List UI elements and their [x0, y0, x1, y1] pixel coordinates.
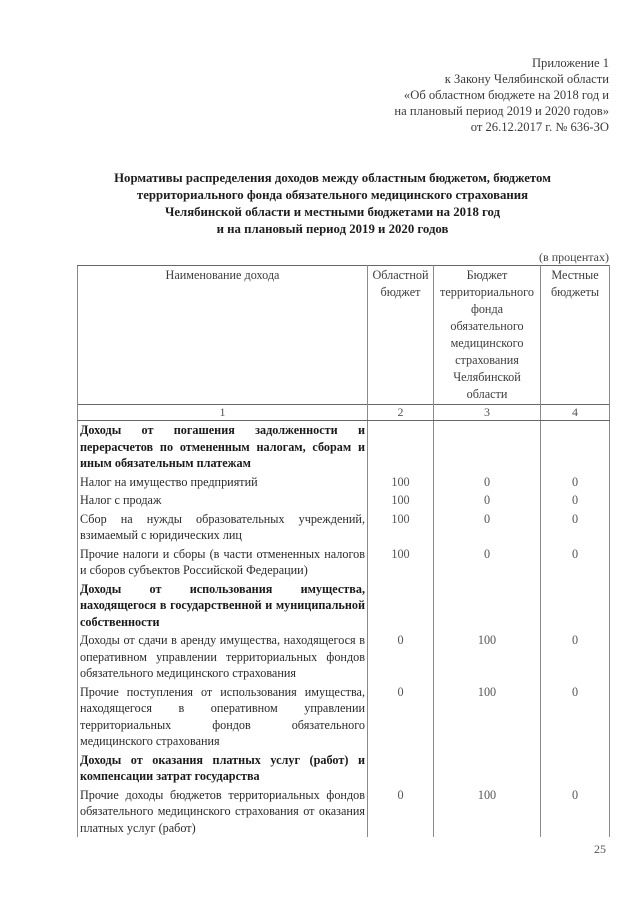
local-value: [541, 751, 610, 786]
local-value: 0: [541, 510, 610, 545]
table-row: [78, 421, 610, 473]
title-line-1: Нормативы распределения доходов между областным бюджетом, бюджетом: [114, 171, 551, 185]
income-name: Налог на имущество предприятий: [78, 473, 368, 492]
regional-value: [368, 751, 434, 786]
header-local-budgets: Местные бюджеты: [541, 266, 610, 405]
table-row: [78, 580, 610, 632]
local-value: 0: [541, 473, 610, 492]
column-number: 2: [368, 405, 434, 421]
regional-value: 100: [368, 473, 434, 492]
regional-value: 0: [368, 683, 434, 751]
page-number: 25: [594, 842, 606, 856]
local-value: [541, 580, 610, 632]
local-value: 0: [541, 683, 610, 751]
regional-value: [368, 580, 434, 632]
table-row: [78, 631, 610, 683]
income-section-title: Доходы от погашения задолженности и перерасчетов по отмененным налогам, сборам и иным обязательным платежам: [78, 421, 368, 473]
header-regional-budget: Областной бюджет: [368, 266, 434, 405]
regional-value: [368, 421, 434, 473]
regional-value: 100: [368, 545, 434, 580]
regional-value: 0: [368, 631, 434, 683]
fund-value: [434, 421, 541, 473]
header-fund-budget: Бюджет территориального фонда обязательного медицинского страхования Челябинской области: [434, 266, 541, 405]
table-row: [78, 491, 610, 510]
revenue-distribution-table: [77, 265, 610, 837]
fund-value: 100: [434, 631, 541, 683]
title-line-2: территориального фонда обязательного медицинского страхования: [136, 188, 529, 202]
income-name: Налог с продаж: [78, 491, 368, 510]
table-row: [78, 786, 610, 838]
fund-value: 0: [434, 545, 541, 580]
local-value: 0: [541, 545, 610, 580]
annex-line-2: к Закону Челябинской области: [444, 72, 609, 86]
annex-line-1: Приложение 1: [531, 56, 609, 70]
table-row: [78, 683, 610, 751]
title-line-4: и на плановый период 2019 и 2020 годов: [216, 222, 449, 236]
column-number: 1: [78, 405, 368, 421]
table-row: [78, 510, 610, 545]
table-row: [78, 751, 610, 786]
annex-line-5: от 26.12.2017 г. № 636-ЗО: [470, 120, 609, 134]
fund-value: 0: [434, 510, 541, 545]
annex-line-4: на плановый период 2019 и 2020 годов»: [394, 104, 609, 118]
regional-value: 0: [368, 786, 434, 838]
column-number: 4: [541, 405, 610, 421]
local-value: 0: [541, 491, 610, 510]
table-row: [78, 473, 610, 492]
income-section-title: Доходы от оказания платных услуг (работ) и компенсации затрат государства: [78, 751, 368, 786]
fund-value: 100: [434, 786, 541, 838]
regional-value: 100: [368, 491, 434, 510]
income-section-title: Доходы от использования имущества, находящегося в государственной и муниципальной собственности: [78, 580, 368, 632]
annex-line-3: «Об областном бюджете на 2018 год и: [403, 88, 609, 102]
income-name: Прочие налоги и сборы (в части отмененных налогов и сборов субъектов Российской Федерации): [78, 545, 368, 580]
income-name: Прочие поступления от использования имущества, находящегося в оперативном управлении территориальных фондов обязательного медицинского страхования: [78, 683, 368, 751]
local-value: 0: [541, 786, 610, 838]
income-name: Доходы от сдачи в аренду имущества, находящегося в оперативном управлении территориальных фондов обязательного медицинского страхования: [78, 631, 368, 683]
income-name: Сбор на нужды образовательных учреждений, взимаемый с юридических лиц: [78, 510, 368, 545]
header-income-name: Наименование дохода: [78, 266, 368, 405]
fund-value: 0: [434, 473, 541, 492]
fund-value: [434, 580, 541, 632]
column-number-row: [78, 405, 610, 421]
table-row: [78, 545, 610, 580]
fund-value: 0: [434, 491, 541, 510]
fund-value: [434, 751, 541, 786]
unit-note: (в процентах): [539, 250, 609, 264]
title-line-3: Челябинской области и местными бюджетами на 2018 год: [164, 205, 501, 219]
fund-value: 100: [434, 683, 541, 751]
column-number: 3: [434, 405, 541, 421]
regional-value: 100: [368, 510, 434, 545]
table-header-row: [78, 266, 610, 405]
income-name: Прочие доходы бюджетов территориальных фондов обязательного медицинского страхования от оказания платных услуг (работ): [78, 786, 368, 838]
annex-reference: [394, 55, 609, 135]
document-title: [70, 170, 595, 238]
local-value: [541, 421, 610, 473]
local-value: 0: [541, 631, 610, 683]
